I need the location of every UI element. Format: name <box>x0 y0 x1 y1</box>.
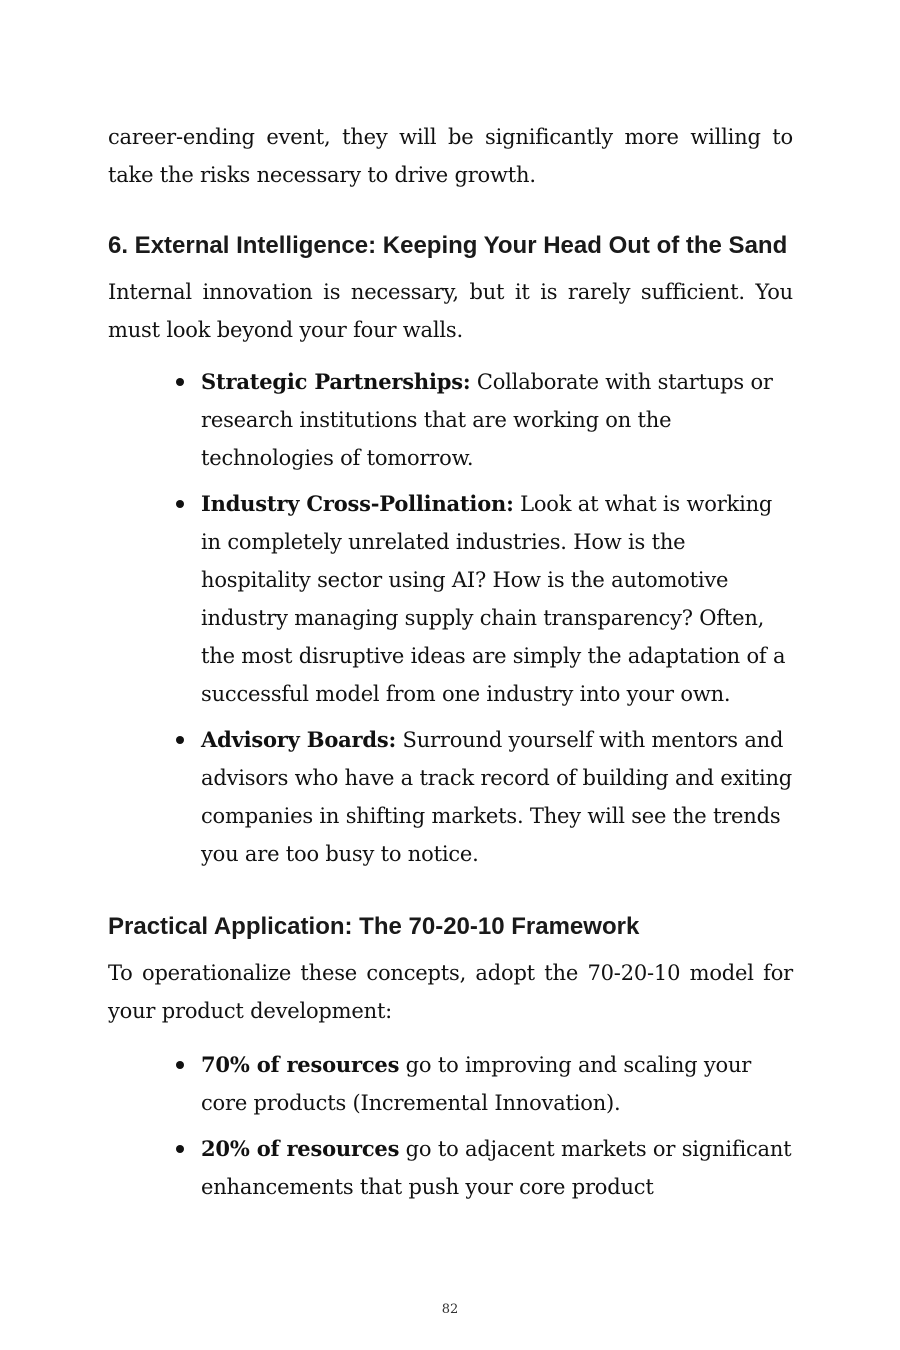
section-6-paragraph: Internal innovation is necessary, but it is rarely sufficient. You must look beyond your four walls. <box>108 280 793 342</box>
practical-bullet-list <box>108 1046 793 1206</box>
list-item <box>201 721 793 873</box>
bullet-term: Advisory Boards: <box>201 727 397 752</box>
bullet-term: Strategic Partnerships: <box>201 369 471 394</box>
bullet-term: 70% of resources <box>201 1052 400 1077</box>
list-item <box>201 363 793 477</box>
list-item <box>201 485 793 713</box>
bullet-term: Industry Cross-Pollination: <box>201 491 514 516</box>
intro-paragraph: career-ending event, they will be significantly more willing to take the risks necessary to drive growth. <box>108 125 793 187</box>
bullet-text: go to improving and scaling your core products (Incremental Innovation). <box>201 1053 752 1115</box>
page-number: 82 <box>441 1302 459 1317</box>
bullet-term: 20% of resources <box>201 1136 400 1161</box>
bullet-icon <box>176 736 184 744</box>
bullet-icon <box>176 1145 184 1153</box>
section-6-heading: 6. External Intelligence: Keeping Your Head Out of the Sand <box>108 232 788 259</box>
bullet-text: go to adjacent markets or significant enhancements that push your core product <box>201 1137 792 1199</box>
bullet-icon <box>176 378 184 386</box>
bullet-text: Collaborate with startups or research institutions that are working on the technologies of tomorrow. <box>201 370 773 470</box>
bullet-icon <box>176 1061 184 1069</box>
bullet-text: Surround yourself with mentors and advisors who have a track record of building and exiting companies in shifting markets. They will see the trends you are too busy to notice. <box>201 728 793 866</box>
list-item <box>201 1046 793 1122</box>
bullet-text: Look at what is working in completely unrelated industries. How is the hospitality sector using AI? How is the automotive industry managing supply chain transparency? Often, the most disruptive ideas are simply the adaptation of a successful model from one industry into your own. <box>201 492 786 706</box>
practical-paragraph: To operationalize these concepts, adopt the 70-20-10 model for your product development: <box>108 961 793 1023</box>
section-6-bullet-list <box>108 363 793 873</box>
list-item <box>201 1130 793 1206</box>
practical-heading: Practical Application: The 70-20-10 Framework <box>108 913 640 940</box>
page-content <box>108 118 793 1206</box>
bullet-icon <box>176 500 184 508</box>
